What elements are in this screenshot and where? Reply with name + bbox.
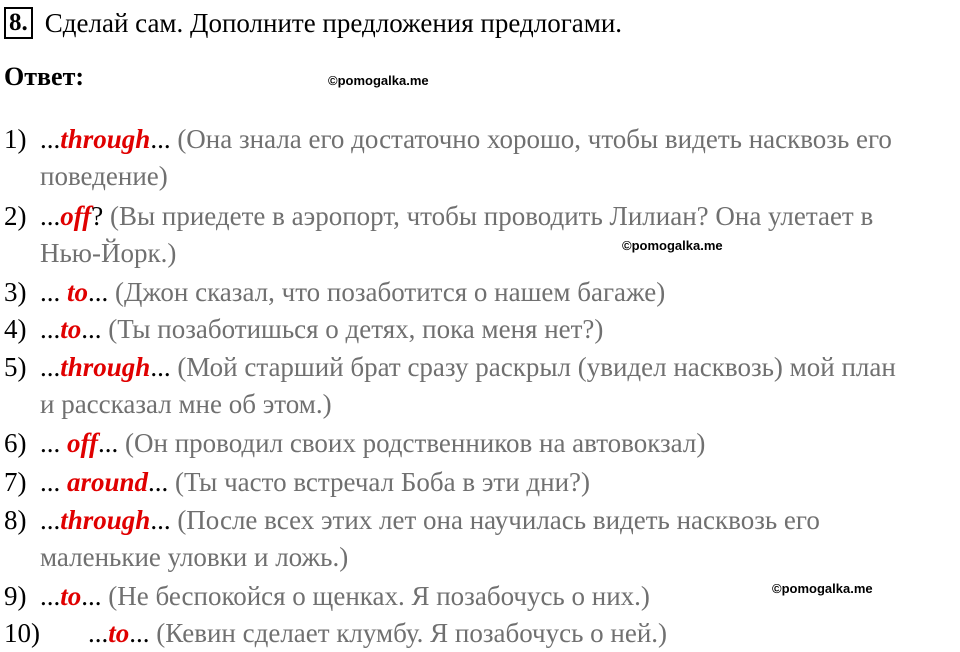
ellipsis: ... [40, 201, 61, 231]
ellipsis: ... [40, 467, 67, 497]
answer-item [4, 274, 954, 311]
answer-item [4, 615, 954, 652]
item-number: 3) [4, 277, 27, 307]
task-number: 8. [4, 7, 33, 39]
answer-item [4, 578, 954, 615]
translation-continuation: маленькие уловки и ложь.) [40, 542, 349, 572]
answer-item [4, 198, 954, 272]
ellipsis: ... [129, 618, 150, 648]
ellipsis: ... [40, 277, 67, 307]
answer-label: Ответ: [4, 62, 85, 91]
translation-continuation: Нью-Йорк.) [40, 238, 177, 268]
ellipsis: ... [40, 581, 61, 611]
item-number: 10) [4, 618, 40, 648]
translation: (После всех этих лет она научилась видеть насквозь его [170, 505, 820, 535]
answer-word: through [60, 505, 151, 535]
translation: (Ты часто встречал Боба в эти дни?) [168, 467, 591, 497]
ellipsis: ... [150, 352, 171, 382]
translation: (Не беспокойся о щенках. Я позабочусь о них.) [101, 581, 650, 611]
answer-item [4, 425, 954, 462]
ellipsis: ... [150, 124, 171, 154]
answer-word: to [60, 581, 82, 611]
answer-word: around [67, 467, 149, 497]
item-number: 8) [4, 505, 27, 535]
ellipsis: ? [91, 201, 104, 231]
ellipsis: ... [81, 581, 102, 611]
translation: (Он проводил своих родственников на автовокзал) [118, 428, 706, 458]
ellipsis: ... [88, 618, 109, 648]
ellipsis: ... [150, 505, 171, 535]
answer-item [4, 502, 954, 576]
translation-continuation: и рассказал мне об этом.) [40, 389, 332, 419]
ellipsis: ... [81, 314, 102, 344]
answer-word: off [67, 428, 98, 458]
item-number: 9) [4, 581, 27, 611]
watermark: ©pomogalka.me [772, 581, 873, 596]
item-number: 1) [4, 124, 27, 154]
task-header [4, 4, 622, 42]
answer-word: off [60, 201, 92, 231]
ellipsis: ... [98, 428, 119, 458]
ellipsis: ... [40, 505, 61, 535]
item-number: 6) [4, 428, 27, 458]
answer-word: to [60, 314, 82, 344]
translation: (Кевин сделает клумбу. Я позабочусь о ней.) [149, 618, 668, 648]
ellipsis: ... [40, 124, 61, 154]
answer-word: to [108, 618, 130, 648]
translation: (Она знала его достаточно хорошо, чтобы видеть насквозь его [170, 124, 892, 154]
translation: (Мой старший брат сразу раскрыл (увидел насквозь) мой план [170, 352, 896, 382]
watermark: ©pomogalka.me [622, 238, 723, 253]
answer-item [4, 464, 954, 501]
answer-item [4, 311, 954, 348]
ellipsis: ... [40, 428, 67, 458]
ellipsis: ... [40, 352, 61, 382]
item-number: 5) [4, 352, 27, 382]
translation: (Вы приедете в аэропорт, чтобы проводить Лилиан? Она улетает в [103, 201, 874, 231]
item-number: 2) [4, 201, 27, 231]
answer-item [4, 121, 954, 195]
answer-word: to [67, 277, 89, 307]
item-number: 7) [4, 467, 27, 497]
answer-item [4, 349, 954, 423]
item-number: 4) [4, 314, 27, 344]
translation: (Ты позаботишься о детях, пока меня нет?) [101, 314, 604, 344]
translation-continuation: поведение) [40, 161, 168, 191]
watermark: ©pomogalka.me [328, 73, 429, 88]
translation: (Джон сказал, что позаботится о нашем багаже) [108, 277, 666, 307]
answer-word: through [60, 124, 151, 154]
answer-word: through [60, 352, 151, 382]
ellipsis: ... [40, 314, 61, 344]
ellipsis: ... [88, 277, 109, 307]
task-text: Сделай сам. Дополните предложения предлогами. [44, 7, 623, 38]
ellipsis: ... [148, 467, 169, 497]
